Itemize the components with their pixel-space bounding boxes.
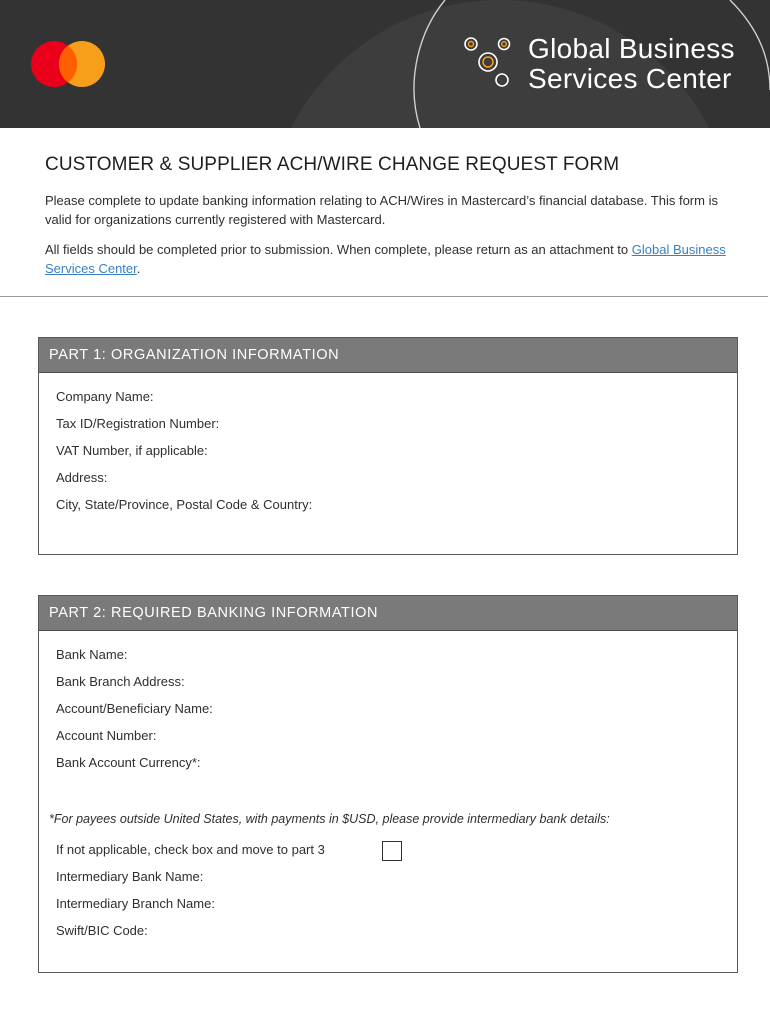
instructions-suffix: .: [136, 261, 141, 276]
form-title: CUSTOMER & SUPPLIER ACH/WIRE CHANGE REQUEST FORM: [45, 154, 620, 175]
instructions-text: All fields should be completed prior to submission. When complete, please return as an attachment to: [45, 242, 632, 257]
city-state-postal-country-field[interactable]: City, State/Province, Postal Code & Country:: [56, 497, 313, 512]
tax-id-field[interactable]: Tax ID/Registration Number:: [56, 416, 220, 431]
vat-number-field[interactable]: VAT Number, if applicable:: [56, 443, 208, 458]
address-field[interactable]: Address:: [56, 470, 108, 485]
part1-section: [38, 337, 738, 555]
gbsc-logo-icon: [462, 34, 522, 94]
instructions-paragraph: [45, 240, 735, 278]
brand-line-1: Global Business: [528, 33, 735, 64]
bank-account-currency-field[interactable]: Bank Account Currency*:: [56, 755, 201, 770]
not-applicable-label: If not applicable, check box and move to part 3: [56, 842, 325, 857]
swift-bic-code-field[interactable]: Swift/BIC Code:: [56, 923, 148, 938]
header-banner: [0, 0, 770, 128]
mastercard-logo-icon: [30, 40, 106, 88]
gbsc-brand: [462, 34, 762, 98]
section-divider: [0, 296, 768, 297]
intro-paragraph: Please complete to update banking information relating to ACH/Wires in Mastercard’s financial database. This form is valid for organizations currently registered with Mastercard.: [45, 193, 718, 227]
account-beneficiary-name-field[interactable]: Account/Beneficiary Name:: [56, 701, 213, 716]
bank-name-field[interactable]: Bank Name:: [56, 647, 128, 662]
part2-heading: PART 2: REQUIRED BANKING INFORMATION: [39, 596, 737, 631]
brand-line-2: Services Center: [528, 63, 732, 94]
not-applicable-checkbox[interactable]: [382, 841, 402, 861]
gbsc-link[interactable]: Global Business Services Center: [45, 242, 726, 276]
part1-heading: PART 1: ORGANIZATION INFORMATION: [39, 338, 737, 373]
part2-section: [38, 595, 738, 973]
bank-branch-address-field[interactable]: Bank Branch Address:: [56, 674, 185, 689]
intermediary-branch-name-field[interactable]: Intermediary Branch Name:: [56, 896, 215, 911]
intermediary-bank-name-field[interactable]: Intermediary Bank Name:: [56, 869, 204, 884]
account-number-field[interactable]: Account Number:: [56, 728, 157, 743]
company-name-field[interactable]: Company Name:: [56, 389, 154, 404]
intermediary-note: *For payees outside United States, with payments in $USD, please provide intermediary bank details:: [49, 812, 610, 826]
